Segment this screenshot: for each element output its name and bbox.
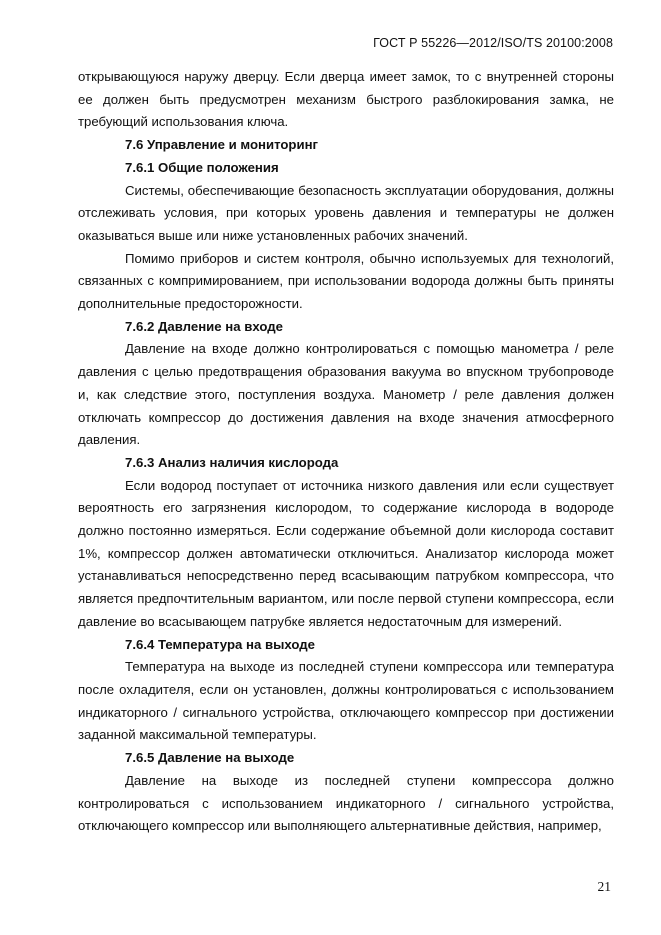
paragraph-7-6-3: Если водород поступает от источника низкого давления или если существует вероятность его загрязнения кислородом, то содержание кислорода в водороде должно постоянно измеряться. Если содержание объемной доли кислорода составит 1%, компрессор должен автоматически отключиться. Анализатор кислорода может устанавливаться непосредственно перед всасывающим патрубком компрессора, что является предпочтительным вариантом, или после первой ступени компрессора, если давление во всасывающем патрубке является недостаточным для измерений. <box>78 477 614 629</box>
paragraph-7-6-5: Давление на выходе из последней ступени компрессора должно контролироваться с использованием индикаторного / сигнального устройства, отключающего компрессор или выполняющего альтернативные действия, например, <box>78 772 614 834</box>
section-heading-7-6-3: 7.6.3 Анализ наличия кислорода <box>125 454 339 470</box>
paragraph-7-6-1-b: Помимо приборов и систем контроля, обычно используемых для технологий, связанных с компримированием, при использовании водорода должны быть приняты дополнительные предосторожности. <box>78 250 614 312</box>
section-heading-7-6-1: 7.6.1 Общие положения <box>125 159 279 175</box>
document-body <box>78 66 614 838</box>
paragraph-7-6-2: Давление на входе должно контролироваться с помощью манометра / реле давления с целью предотвращения образования вакуума во впускном трубопроводе и, как следствие этого, поступления воздуха. Манометр / реле давления должен отключать компрессор до достижения давления на входе значения атмосферного давления. <box>78 341 614 448</box>
page-number: 21 <box>597 879 611 894</box>
section-heading-7-6-5: 7.6.5 Давление на выходе <box>125 750 295 766</box>
standard-header: ГОСТ Р 55226—2012/ISO/TS 20100:2008 <box>373 36 613 50</box>
section-heading-7-6-4: 7.6.4 Температура на выходе <box>125 636 315 652</box>
paragraph-continued: открывающуюся наружу дверцу. Если дверца имеет замок, то с внутренней стороны ее должен быть предусмотрен механизм быстрого разблокирования замка, не требующий использования ключа. <box>78 69 614 130</box>
section-heading-7-6: 7.6 Управление и мониторинг <box>125 137 319 153</box>
section-heading-7-6-2: 7.6.2 Давление на входе <box>125 318 283 334</box>
paragraph-7-6-1-a: Системы, обеспечивающие безопасность эксплуатации оборудования, должны отслеживать условия, при которых уровень давления и температуры не должен оказываться выше или ниже установленных рабочих значений. <box>78 182 614 243</box>
paragraph-7-6-4: Температура на выходе из последней ступени компрессора или температура после охладителя, если он установлен, должны контролироваться с использованием индикаторного / сигнального устройства, отключающего компрессор при достижении заданной максимальной температуры. <box>78 659 614 743</box>
